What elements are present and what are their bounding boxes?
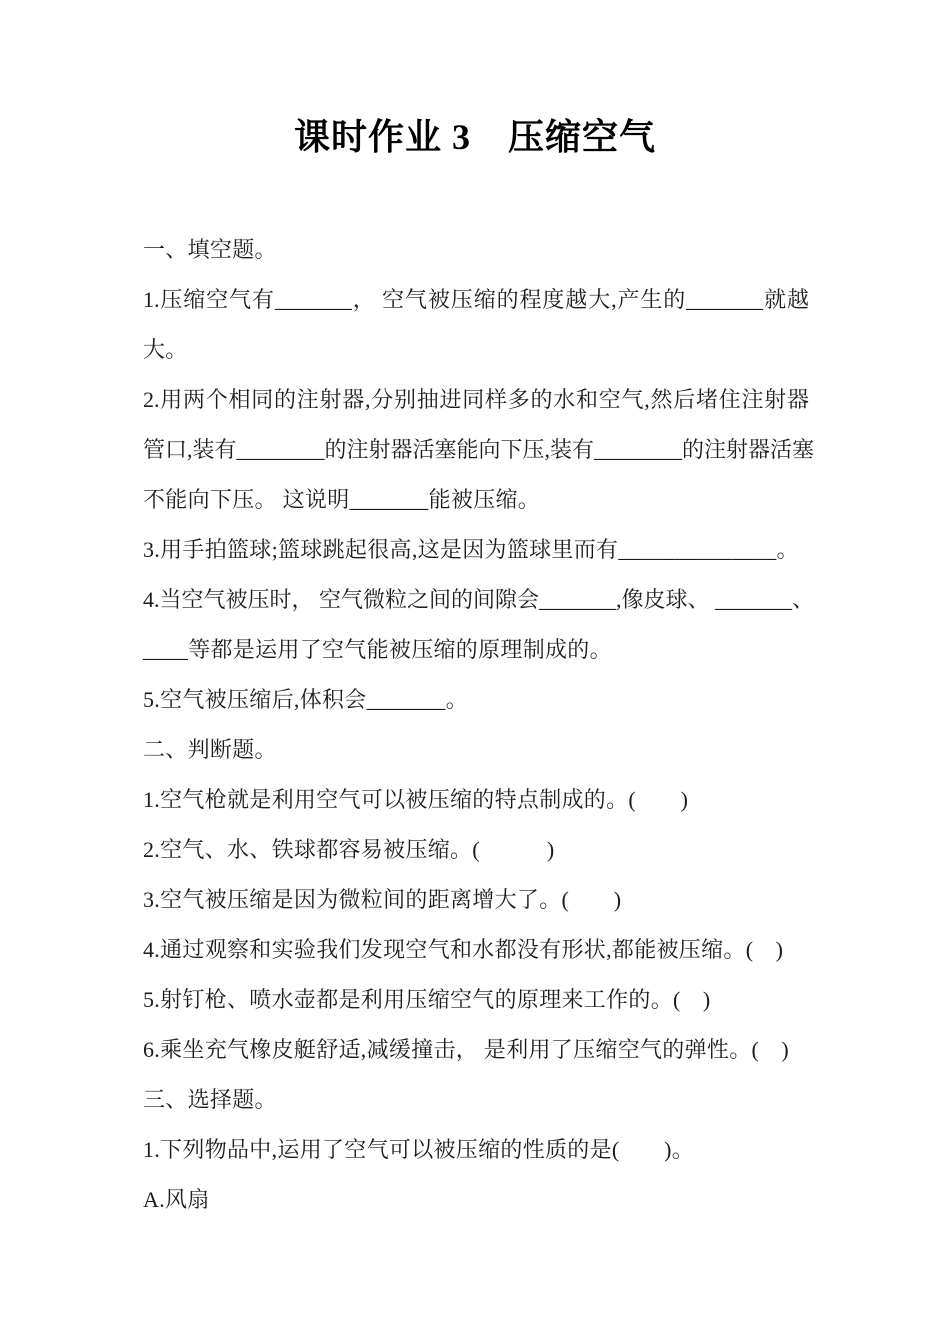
worksheet-line: 3.空气被压缩是因为微粒间的距离增大了。( ) [143,887,622,912]
worksheet-line: ____等都是运用了空气能被压缩的原理制成的。 [143,637,612,662]
worksheet-line: 三、选择题。 [143,1087,277,1112]
worksheet-line: 4.通过观察和实验我们发现空气和水都没有形状,都能被压缩。( ) [143,937,784,962]
worksheet-line: 大。 [143,337,188,362]
worksheet-line: A.风扇 [143,1187,210,1212]
worksheet-line: 1.下列物品中,运用了空气可以被压缩的性质的是( )。 [143,1137,695,1162]
worksheet-line: 二、判断题。 [143,737,277,762]
worksheet-line: 4.当空气被压时， 空气微粒之间的间隙会_______,像皮球、 _______、 [143,587,815,612]
worksheet-line: 6.乘坐充气橡皮艇舒适,减缓撞击， 是利用了压缩空气的弹性。( ) [143,1037,790,1062]
worksheet-line: 5.空气被压缩后,体积会_______。 [143,687,469,712]
worksheet-line: 管口,装有________的注射器活塞能向下压,装有________的注射器活塞 [143,437,815,462]
worksheet-line: 不能向下压。 这说明_______能被压缩。 [143,487,541,512]
worksheet-line: 2.用两个相同的注射器,分别抽进同样多的水和空气,然后堵住注射器 [143,387,809,412]
worksheet-body [143,225,815,1225]
worksheet-line: 2.空气、水、铁球都容易被压缩。( ) [143,837,555,862]
worksheet-line: 一、填空题。 [143,237,277,262]
worksheet-line: 1.空气枪就是利用空气可以被压缩的特点制成的。( ) [143,787,689,812]
worksheet-line: 1.压缩空气有_______， 空气被压缩的程度越大,产生的_______就越 [143,287,809,312]
worksheet-line: 5.射钉枪、喷水壶都是利用压缩空气的原理来工作的。( ) [143,987,711,1012]
worksheet-line: 3.用手拍篮球;篮球跳起很高,这是因为篮球里而有______________。 [143,537,799,562]
page-title: 课时作业 3 压缩空气 [293,117,656,157]
